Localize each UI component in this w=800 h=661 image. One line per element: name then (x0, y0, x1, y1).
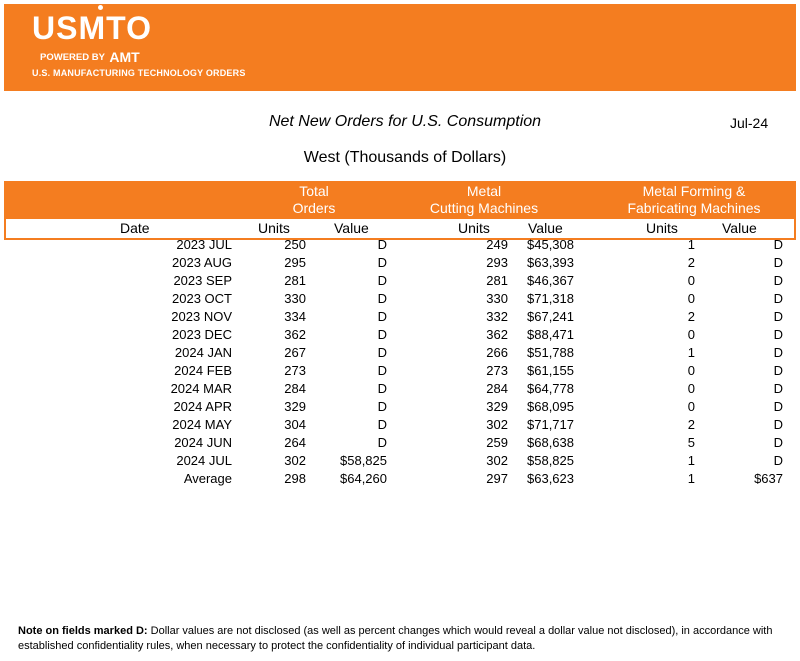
table-row (0, 399, 800, 417)
cell-total-value: D (377, 255, 387, 270)
cell-cutting-value: $68,638 (527, 435, 574, 450)
table-row (0, 273, 800, 291)
cell-total-value: D (377, 435, 387, 450)
cell-forming-units: 0 (687, 327, 695, 342)
cell-cutting-units: 266 (486, 345, 508, 360)
cell-total-value: D (377, 327, 387, 342)
cell-total-value: D (377, 237, 387, 252)
group-header-bar (4, 181, 796, 217)
cell-forming-value: D (773, 255, 783, 270)
cell-cutting-value: $64,778 (527, 381, 574, 396)
cell-date: 2023 SEP (173, 273, 232, 288)
cell-date: 2024 JUL (176, 453, 232, 468)
cell-forming-units: 1 (687, 471, 695, 486)
cell-total-units: 264 (284, 435, 306, 450)
group-metal-cutting: Metal Cutting Machines (429, 183, 539, 216)
cell-cutting-value: $68,095 (527, 399, 574, 414)
cell-total-units: 250 (284, 237, 306, 252)
table-row (0, 309, 800, 327)
cell-forming-units: 0 (687, 273, 695, 288)
col-forming-value: Value (722, 220, 757, 236)
cell-total-value: D (377, 273, 387, 288)
cell-cutting-value: $71,717 (527, 417, 574, 432)
cell-cutting-value: $61,155 (527, 363, 574, 378)
cell-total-units: 298 (284, 471, 306, 486)
cell-cutting-units: 259 (486, 435, 508, 450)
cell-date: 2024 APR (173, 399, 232, 414)
cell-total-units: 329 (284, 399, 306, 414)
cell-cutting-units: 302 (486, 453, 508, 468)
average-row (0, 471, 800, 489)
cell-forming-value: D (773, 363, 783, 378)
cell-total-units: 362 (284, 327, 306, 342)
cell-forming-value: D (773, 417, 783, 432)
group-total-orders: Total Orders (292, 183, 336, 216)
header-banner (4, 4, 796, 91)
cell-total-units: 273 (284, 363, 306, 378)
cell-cutting-value: $45,308 (527, 237, 574, 252)
cell-cutting-value: $58,825 (527, 453, 574, 468)
cell-total-units: 304 (284, 417, 306, 432)
table-row (0, 255, 800, 273)
report-title: Net New Orders for U.S. Consumption (268, 113, 542, 130)
cell-forming-value: D (773, 309, 783, 324)
cell-date: Average (183, 471, 232, 486)
cell-total-value: $58,825 (340, 453, 387, 468)
table-row (0, 381, 800, 399)
cell-date: 2024 MAR (170, 381, 232, 396)
cell-date: 2024 JUN (174, 435, 232, 450)
note-text: Dollar values are not disclosed (as well as percent changes which would reveal a dollar value not disclosed), in accordance with established confidentiality rules, when necessary to protect the confidentiality of individual participant data. (18, 625, 773, 652)
cell-cutting-units: 330 (486, 291, 508, 306)
cell-forming-units: 1 (687, 453, 695, 468)
cell-forming-value: D (773, 453, 783, 468)
cell-cutting-units: 293 (486, 255, 508, 270)
cell-total-value: D (377, 345, 387, 360)
cell-forming-units: 2 (687, 309, 695, 324)
table-row (0, 345, 800, 363)
cell-total-value: D (377, 291, 387, 306)
cell-total-value: D (377, 417, 387, 432)
cell-date: 2024 JAN (174, 345, 232, 360)
cell-cutting-units: 297 (486, 471, 508, 486)
cell-cutting-value: $71,318 (527, 291, 574, 306)
table-row (0, 327, 800, 345)
col-forming-units: Units (646, 220, 678, 236)
cell-forming-value: D (773, 435, 783, 450)
cell-cutting-value: $63,623 (527, 471, 574, 486)
cell-forming-units: 5 (687, 435, 695, 450)
cell-total-units: 281 (284, 273, 306, 288)
usmto-logo: USMTO (32, 10, 152, 47)
cell-date: 2023 DEC (172, 327, 232, 342)
cell-total-units: 284 (284, 381, 306, 396)
cell-date: 2024 FEB (174, 363, 232, 378)
cell-forming-units: 0 (687, 291, 695, 306)
cell-date: 2023 NOV (171, 309, 232, 324)
cell-cutting-units: 273 (486, 363, 508, 378)
cell-forming-value: D (773, 381, 783, 396)
cell-cutting-units: 281 (486, 273, 508, 288)
cell-cutting-units: 302 (486, 417, 508, 432)
cell-forming-units: 1 (687, 345, 695, 360)
table-row (0, 237, 800, 255)
cell-forming-units: 0 (687, 399, 695, 414)
cell-total-value: D (377, 309, 387, 324)
cell-total-units: 267 (284, 345, 306, 360)
cell-forming-value: D (773, 327, 783, 342)
cell-forming-value: D (773, 273, 783, 288)
cell-total-value: D (377, 363, 387, 378)
cell-forming-units: 2 (687, 255, 695, 270)
cell-total-units: 302 (284, 453, 306, 468)
col-total-units: Units (258, 220, 290, 236)
cell-forming-value: D (773, 345, 783, 360)
cell-total-units: 330 (284, 291, 306, 306)
note-label: Note on fields marked D: (18, 625, 148, 637)
cell-total-units: 334 (284, 309, 306, 324)
col-cutting-units: Units (458, 220, 490, 236)
cell-cutting-units: 332 (486, 309, 508, 324)
cell-forming-value: D (773, 291, 783, 306)
report-subtitle: West (Thousands of Dollars) (303, 149, 507, 166)
powered-by-amt: POWERED BY AMT (40, 49, 140, 65)
cell-forming-units: 0 (687, 381, 695, 396)
cell-cutting-value: $51,788 (527, 345, 574, 360)
confidentiality-note (18, 624, 788, 654)
cell-date: 2024 MAY (172, 417, 232, 432)
cell-total-units: 295 (284, 255, 306, 270)
cell-forming-value: D (773, 237, 783, 252)
cell-cutting-units: 284 (486, 381, 508, 396)
cell-forming-units: 0 (687, 363, 695, 378)
amt-logo: AMT (109, 49, 140, 65)
cell-forming-units: 2 (687, 417, 695, 432)
group-metal-forming: Metal Forming & Fabricating Machines (627, 183, 761, 216)
table-row (0, 291, 800, 309)
table-row (0, 453, 800, 471)
cell-cutting-value: $67,241 (527, 309, 574, 324)
col-total-value: Value (334, 220, 369, 236)
table-row (0, 417, 800, 435)
cell-cutting-units: 249 (486, 237, 508, 252)
col-date: Date (120, 220, 150, 236)
cell-total-value: D (377, 381, 387, 396)
cell-date: 2023 AUG (172, 255, 232, 270)
cell-cutting-value: $46,367 (527, 273, 574, 288)
report-date: Jul-24 (730, 115, 769, 131)
col-cutting-value: Value (528, 220, 563, 236)
cell-total-value: $64,260 (340, 471, 387, 486)
logo-tagline: U.S. MANUFACTURING TECHNOLOGY ORDERS (32, 68, 246, 78)
cell-total-value: D (377, 399, 387, 414)
cell-cutting-units: 329 (486, 399, 508, 414)
cell-date: 2023 OCT (172, 291, 232, 306)
cell-cutting-value: $63,393 (527, 255, 574, 270)
cell-forming-units: 1 (687, 237, 695, 252)
cell-forming-value: D (773, 399, 783, 414)
table-row (0, 435, 800, 453)
cell-forming-value: $637 (754, 471, 783, 486)
table-row (0, 363, 800, 381)
cell-cutting-value: $88,471 (527, 327, 574, 342)
cell-date: 2023 JUL (176, 237, 232, 252)
cell-cutting-units: 362 (486, 327, 508, 342)
